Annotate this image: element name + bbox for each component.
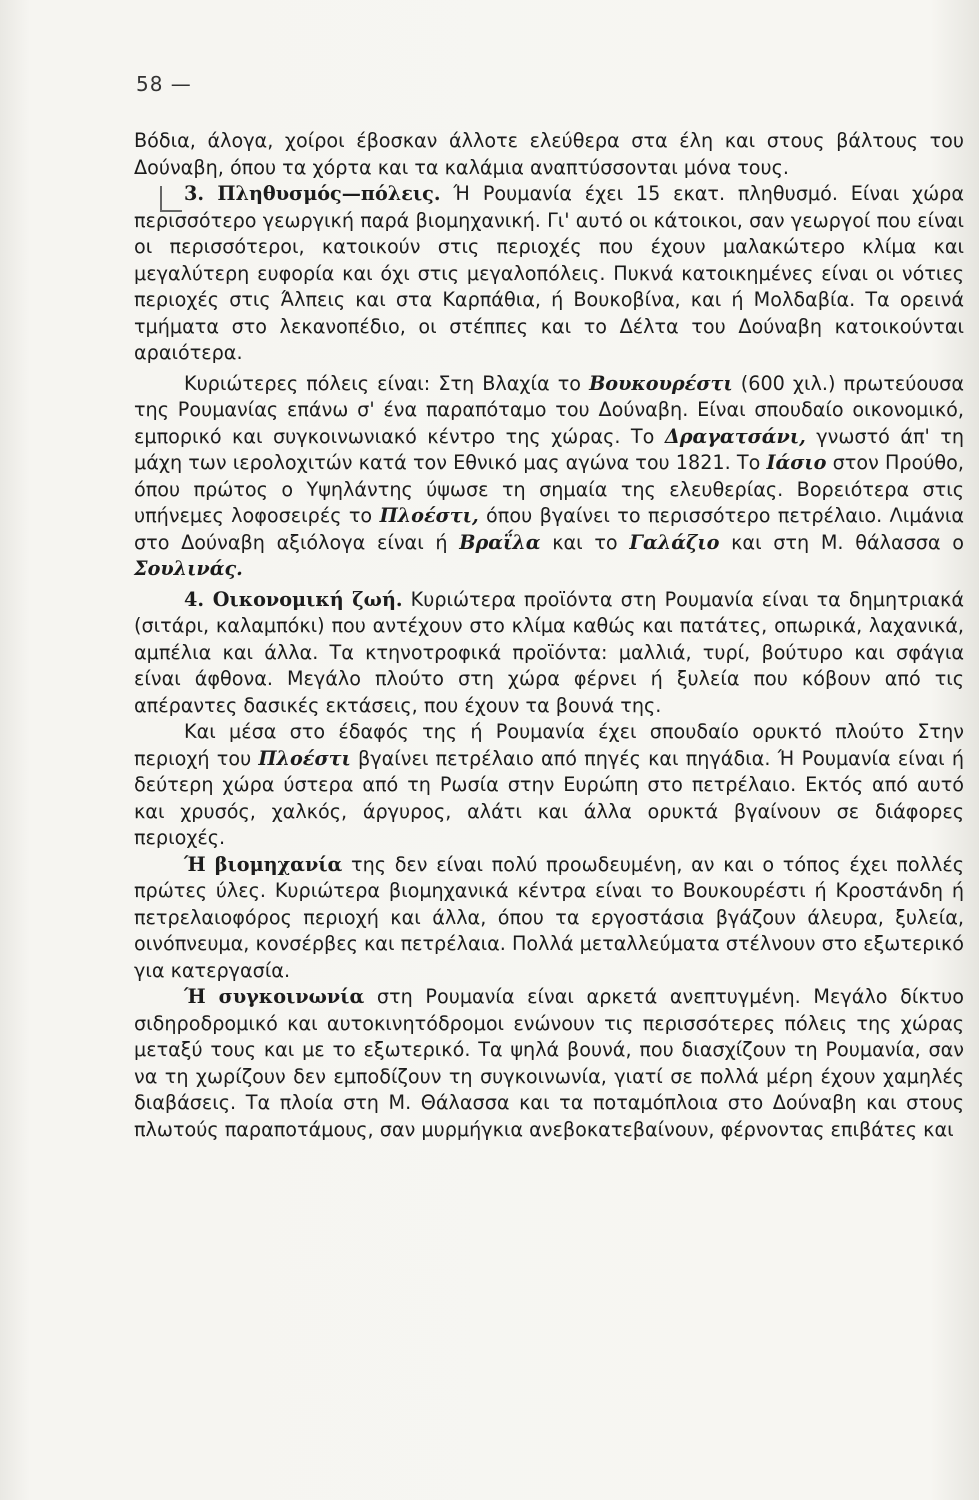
text-fragment: στον Προύθο, όπου πρώτος ο Υψηλάντης ύψωσε τη σημαία της ελευθερίας. Βορειότερα στις υπήνεμες λοφοσειρές το — [134, 451, 964, 527]
body-text — [134, 128, 964, 1143]
paragraph-industry — [134, 852, 964, 985]
paragraph-transport — [134, 984, 964, 1143]
text-fragment: Κυριώτερες πόλεις είναι: Στη Βλαχία το — [184, 371, 590, 395]
text-fragment: Και μέσα στο έδαφός της ή Ρουμανία έχει σπουδαίο ορυκτό πλούτο Στην περιοχή του — [134, 720, 964, 770]
page-number: 58 — — [136, 72, 192, 96]
city-bucharest: Βουκουρέστι — [589, 371, 733, 395]
text-fragment: (600 χιλ.) πρωτεύουσα της Ρουμανίας επάνω σ' ένα παραπόταμο του Δούναβη. Είναι σπουδαίο οικονομικό, εμπορικό και συγκοινωνιακό κέντρο της χώρας. Το — [134, 371, 964, 448]
section-heading-population: 3. Πληθυσμός—πόλεις. — [184, 182, 441, 205]
section-heading-transport: Ή συγκοινωνία — [184, 985, 365, 1008]
city-ploiesti-2: Πλοέστι — [258, 746, 351, 770]
text-fragment: και το — [540, 530, 630, 554]
paragraph-minerals — [134, 719, 964, 852]
text-fragment: γνωστό άπ' τη μάχη των ιερολοχιτών κατά τον Εθνικό μας αγώνα του 1821. Το — [134, 424, 964, 474]
text-fragment: βγαίνει πετρέλαιο από πηγές και πηγάδια. Ή Ρουμανία είναι ή δεύτερη χώρα ύστερα από τη Ρωσία στην Ευρώπη στο πετρέλαιο. Εκτός από αυτό και χρυσός, χαλκός, άργυρος, αλάτι και άλλα ορυκτά βγαίνουν σε διάφορες περιοχές. — [134, 746, 964, 849]
city-iasi: Ιάσιο — [766, 451, 827, 474]
city-ploiesti: Πλοέστι, — [379, 504, 479, 527]
text-fragment: και στη Μ. θάλασσα ο — [719, 530, 964, 554]
paragraph-intro — [134, 128, 964, 181]
paragraph-population-text: Ή Ρουμανία έχει 15 εκατ. πληθυσμό. Είναι χώρα περισσότερο γεωργική παρά βιομηχανική. Γι' αυτό οι κάτοικοι, σαν γεωργοί που είναι οι περισσότεροι, κατοικούν στις περιοχές που έχουν μαλακώτερο κλίμα και μεγαλύτερη ευφορία και όχι στις μεγαλοπόλεις. Πυκνά κατοικημένες είναι οι νότιες περιοχές στις Άλπεις και στα Καρπάθια, ή Βουκοβίνα, και ή Μολδαβία. Τα ορεινά τμήματα στο λεκανοπέδιο, οι στέππες και το Δέλτα του Δούναβη κατοικούνται αραιότερα. — [134, 182, 965, 364]
city-sulina: Σουλινάς. — [134, 557, 243, 580]
city-braila: Βραΐλα — [459, 530, 541, 554]
city-galati: Γαλάζιο — [629, 530, 720, 554]
text-fragment: όπου βγαίνει το περισσότερο πετρέλαιο. Λιμάνια στο Δούναβη αξιόλογα είναι ή — [134, 504, 964, 554]
paragraph-industry-text: της δεν είναι πολύ προωδευμένη, αν και ο τόπος έχει πολλές πρώτες ύλες. Κυριώτερα βιομηχανικά κέντρα είναι το Βουκουρέστι ή Κροστάνδη ή πετρελαιοφόρος περιοχή και άλλα, όπου τα εργοστάσια βγάζουν άλευρα, ξυλεία, οινόπνευμα, κονσέρβες και πετρέλαια. Πολλά μεταλλεύματα στέλνουν στο εξωτερικό για κατεργασία. — [134, 852, 964, 982]
city-dragasani: Δραγατσάνι, — [664, 424, 806, 448]
paragraph-cities — [134, 371, 964, 583]
section-heading-industry: Ή βιομηχανία — [184, 852, 343, 876]
paragraph-economy — [134, 587, 964, 720]
paragraph-intro-text: Βόδια, άλογα, χοίροι έβοσκαν άλλοτε ελεύθερα στα έλη και στους βάλτους του Δούναβη, όπου τα χόρτα και τα καλάμια αναπτύσσονται μόνα τους. — [134, 129, 964, 179]
section-heading-economy: 4. Οικονομική ζωή. — [184, 587, 403, 611]
paragraph-transport-text: στη Ρουμανία είναι αρκετά ανεπτυγμένη. Μεγάλο δίκτυο σιδηροδρομικό και αυτοκινητόδρομοι ενώνουν τις περισσότερες πόλεις της χώρας μεταξύ τους και με το εξωτερικό. Τα ψηλά βουνά, που διασχίζουν τη Ρουμανία, σαν να τη χωρίζουν δεν εμποδίζουν τη συγκοινωνία, γιατί σε πολλά μέρη έχουν χαμηλές διαβάσεις. Τα πλοία στη Μ. Θάλασσα και τα ποταμόπλοια στο Δούναβη και στους πλωτούς παραποτάμους, σαν μυρμήγκια ανεβοκατεβαίνουν, φέρνοντας επιβάτες και — [134, 985, 965, 1141]
paragraph-population — [134, 181, 964, 367]
paragraph-economy-text: Κυριώτερα προϊόντα στη Ρουμανία είναι τα δημητριακά (σιτάρι, καλαμπόκι) που αντέχουν στο κλίμα καθώς και πατάτες, οπωρικά, λαχανικά, αμπέλια και άλλα. Τα κτηνοτροφικά προϊόντα: μαλλιά, τυρί, βούτυρο και σφάγια είναι άφθονα. Μεγάλο πλούτο στη χώρα φέρνει ή ξυλεία που κόβουν από τις απέραντες δασικές εκτάσεις, που έχουν τα βουνά της. — [134, 587, 964, 717]
